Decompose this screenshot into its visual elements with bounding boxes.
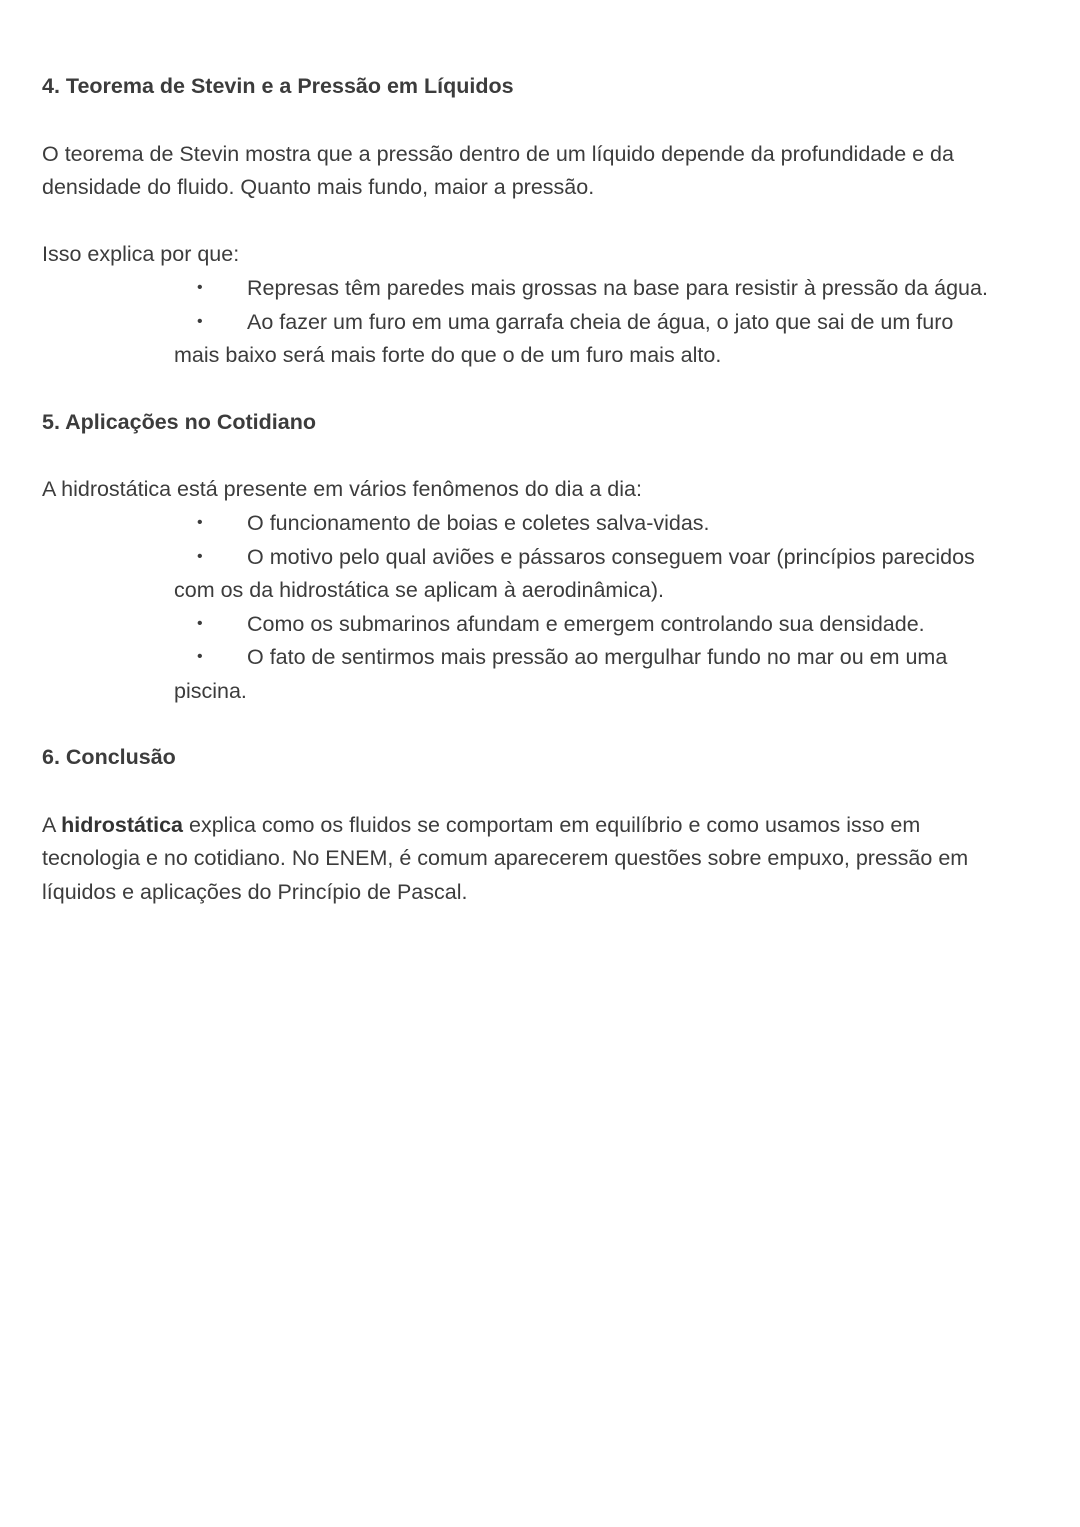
section-4-bullet-1: Represas têm paredes mais grossas na base para resistir à pressão da água. xyxy=(247,276,988,300)
conclusion-suffix: explica como os fluidos se comportam em equilíbrio e como usamos isso em xyxy=(183,813,921,837)
section-5-bullet-2-line-2: com os da hidrostática se aplicam à aerodinâmica). xyxy=(174,578,664,602)
section-4-paragraph-line-1: O teorema de Stevin mostra que a pressão dentro de um líquido depende da profundidade e da xyxy=(42,142,954,166)
section-5-bullet-3: Como os submarinos afundam e emergem controlando sua densidade. xyxy=(247,612,925,636)
section-5-bullet-4-line-1: O fato de sentirmos mais pressão ao mergulhar fundo no mar ou em uma xyxy=(247,645,948,669)
section-4-intro: Isso explica por que: xyxy=(42,242,240,266)
section-4-heading: 4. Teorema de Stevin e a Pressão em Líquidos xyxy=(42,74,514,98)
bullet-icon: • xyxy=(197,548,203,565)
conclusion-bold-term: hidrostática xyxy=(61,813,184,837)
section-4-bullet-2-line-1: Ao fazer um furo em uma garrafa cheia de água, o jato que sai de um furo xyxy=(247,310,954,334)
section-6-paragraph-line-1 xyxy=(42,808,920,842)
bullet-icon: • xyxy=(197,279,203,296)
section-4-paragraph-line-2: densidade do fluido. Quanto mais fundo, maior a pressão. xyxy=(42,175,595,199)
section-4-bullet-2-line-2: mais baixo será mais forte do que o de um furo mais alto. xyxy=(174,343,722,367)
section-6-heading: 6. Conclusão xyxy=(42,745,176,769)
section-6-paragraph-line-3: líquidos e aplicações do Princípio de Pascal. xyxy=(42,880,468,904)
section-5-heading: 5. Aplicações no Cotidiano xyxy=(42,410,316,434)
bullet-icon: • xyxy=(197,648,203,665)
section-5-bullet-2-line-1: O motivo pelo qual aviões e pássaros conseguem voar (princípios parecidos xyxy=(247,545,975,569)
section-5-bullet-4-line-2: piscina. xyxy=(174,679,247,703)
conclusion-prefix: A xyxy=(42,813,62,837)
section-5-bullet-1: O funcionamento de boias e coletes salva-vidas. xyxy=(247,511,710,535)
bullet-icon: • xyxy=(197,615,203,632)
bullet-icon: • xyxy=(197,514,203,531)
bullet-icon: • xyxy=(197,313,203,330)
section-5-intro: A hidrostática está presente em vários fenômenos do dia a dia: xyxy=(42,477,642,501)
section-6-paragraph-line-2: tecnologia e no cotidiano. No ENEM, é comum aparecerem questões sobre empuxo, pressão em xyxy=(42,846,969,870)
